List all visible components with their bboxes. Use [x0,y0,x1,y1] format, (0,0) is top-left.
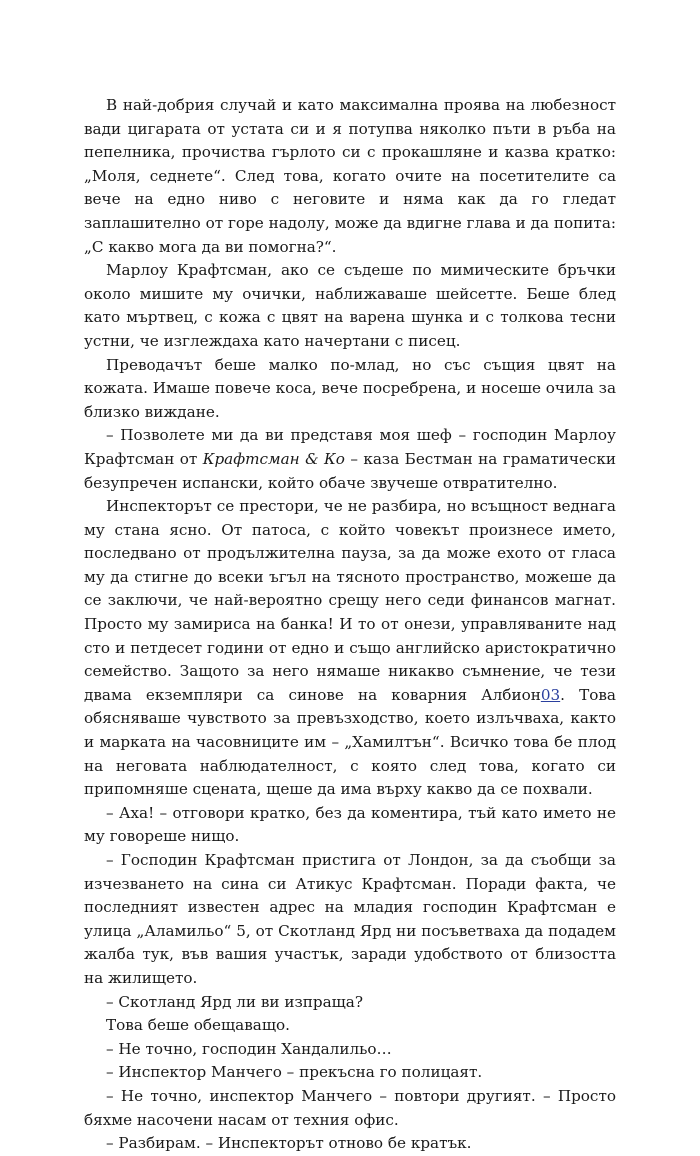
page-body [84,94,616,1156]
paragraph-1: В най-добрия случай и като максимална проява на любезност вади цигарата от устата си и я потупва няколко пъти в ръба на пепелника, прочиства гърлото си с прокашляне и казва кратко: „Моля, седнете“. След това, когато очите на посетителите са вече на едно ниво с неговите и няма как да го гледат заплашително от горе надолу, може да вдигне глава и да попита: „С какво мога да ви помогна?“. [84,96,616,256]
paragraph-3: Преводачът беше малко по-млад, но със същия цвят на кожата. Имаше повече коса, вече посребрена, и носеше очила за близко виждане. [84,355,616,421]
paragraph-5-text-before: Инспекторът се престори, че не разбира, но всъщност веднага му стана ясно. От патоса, с който човекът произнесе името, последвано от продължителна пауза, за да може ехото от гласа му да стигне до всеки ъгъл на тясното пространство, можеше да се заключи, че най-вероятно срещу него седи финансов магнат. Просто му замириса на банка! И то от онези, управляваните над сто и петдесет години от едно и също английско аристократично семейство. Защото за него нямаше никакво съмнение, че тези двама екземпляри са синове на коварния Албион [84,497,616,704]
paragraph-2: Марлоу Крафтсман, ако се съдеше по мимическите бръчки около мишите му очички, наближаваше шейсетте. Беше блед като мъртвец, с кожа с цвят на варена шунка и с толкова тесни устни, че изглеждаха като начертани с писец. [84,261,616,350]
company-name-italic: Крафтсман & Ко [202,449,345,468]
paragraph-10: – Не точно, господин Хандалильо… [106,1039,392,1058]
paragraph-12: – Не точно, инспектор Манчего – повтори другият. – Просто бяхме насочени насам от техния офис. [84,1086,616,1129]
paragraph-9: Това беше обещаващо. [106,1016,290,1035]
paragraph-13: – Разбирам. – Инспекторът отново бе кратък. [106,1134,472,1153]
paragraph-7: – Господин Крафтсман пристига от Лондон, за да съобщи за изчезването на сина си Атикус Крафтсман. Поради факта, че последният известен адрес на младия господин Крафтсман е улица „Аламильо“ 5, от Скотланд Ярд ни посъветваха да подадем жалба тук, във вашия участък, заради удобството от близостта на жилището. [84,851,616,987]
paragraph-6: – Аха! – отговори кратко, без да коментира, тъй като името не му говореше нищо. [84,803,616,846]
paragraph-4-text-after: – каза Бестман на граматически безупречен испански, който обаче звучеше отвратително. [84,449,616,492]
paragraph-5 [84,495,616,802]
paragraph-11: – Инспектор Манчего – прекъсна го полицаят. [106,1063,483,1082]
paragraph-5-text-after: . Това обясняваше чувството за превъзходство, което излъчваха, както и марката на часовниците им – „Хамилтън“. Всичко това бе плод на неговата наблюдателност, с която след това, когато си припомняше сцената, щеше да има върху какво да се похвали. [84,685,616,799]
paragraph-8: – Скотланд Ярд ли ви изпраща? [106,992,363,1011]
paragraph-4 [84,424,616,495]
footnote-link[interactable]: 03 [540,685,561,704]
paragraph-4-text-before: – Позволете ми да ви представя моя шеф – господин Марлоу Крафтсман от [84,426,616,468]
